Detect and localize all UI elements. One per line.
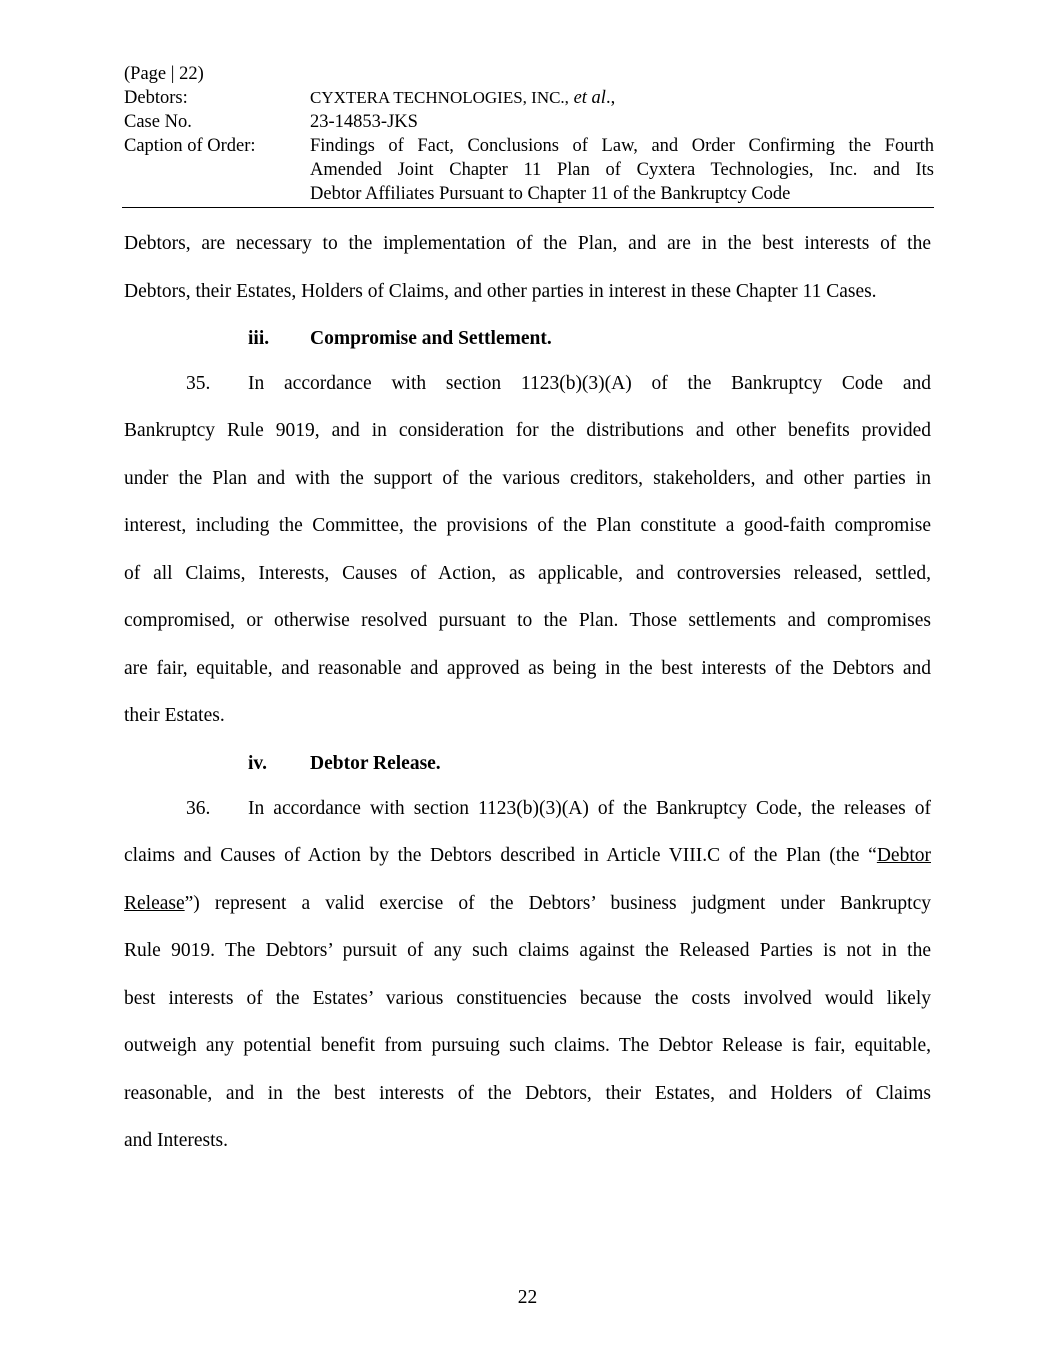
body-line: Debtors, their Estates, Holders of Claims, and other parties in interest in these Chapter 11 Cases. xyxy=(124,281,877,302)
case-label: Case No. xyxy=(124,112,192,132)
page-label-row xyxy=(124,62,934,86)
paragraph-36-first-line: 36. In accordance with section 1123(b)(3)(A) of the Bankruptcy Code, the releases of xyxy=(124,796,931,822)
paragraph-35-first-line: 35. In accordance with section 1123(b)(3)(A) of the Bankruptcy Code and xyxy=(124,371,931,397)
page-number: 22 xyxy=(517,1287,538,1308)
body-line: Rule 9019. The Debtors’ pursuit of any such claims against the Released Parties is not in the xyxy=(124,940,931,961)
caption-value xyxy=(310,134,934,206)
caption-line: Findings of Fact, Conclusions of Law, and Order Confirming the Fourth xyxy=(310,136,934,156)
case-value: 23-14853-JKS xyxy=(310,112,418,132)
paragraph-number: 36. xyxy=(186,798,211,819)
header-divider xyxy=(122,207,934,208)
defined-term: Release xyxy=(124,893,185,914)
caption-header xyxy=(124,62,934,206)
caption-label: Caption of Order: xyxy=(124,136,256,156)
body-line: are fair, equitable, and reasonable and approved as being in the best interests of the Debtors and xyxy=(124,658,931,679)
caption-line: Debtor Affiliates Pursuant to Chapter 11 of the Bankruptcy Code xyxy=(310,184,791,204)
section-heading-iii: iii. Compromise and Settlement. xyxy=(248,328,552,349)
body-line: Bankruptcy Rule 9019, and in consideration for the distributions and other benefits provided xyxy=(124,420,931,441)
page-label: (Page | 22) xyxy=(124,64,204,84)
debtors-row xyxy=(124,86,934,110)
caption-row xyxy=(124,134,934,206)
body-line: Release”) represent a valid exercise of the Debtors’ business judgment under Bankruptcy xyxy=(124,893,931,914)
defined-term: Debtor xyxy=(876,845,931,866)
debtors-label: Debtors: xyxy=(124,88,188,108)
body-line: under the Plan and with the support of the various creditors, stakeholders, and other parties in xyxy=(124,468,931,489)
caption-line: Amended Joint Chapter 11 Plan of Cyxtera Technologies, Inc. and Its xyxy=(310,160,934,180)
body-line: reasonable, and in the best interests of the Debtors, their Estates, and Holders of Claims xyxy=(124,1083,931,1104)
debtors-value: CYXTERA TECHNOLOGIES, INC., et al., xyxy=(310,88,616,108)
body-line: best interests of the Estates’ various constituencies because the costs involved would likely xyxy=(124,988,931,1009)
body-line: compromised, or otherwise resolved pursuant to the Plan. Those settlements and compromises xyxy=(124,610,931,631)
body-line: of all Claims, Interests, Causes of Action, as applicable, and controversies released, settled, xyxy=(124,563,931,584)
et-al: et al xyxy=(573,88,606,108)
body-line: and Interests. xyxy=(124,1130,228,1151)
paragraph-number: 35. xyxy=(186,373,211,394)
body-line: outweigh any potential benefit from pursuing such claims. The Debtor Release is fair, equitable, xyxy=(124,1035,931,1056)
section-heading-iv: iv. Debtor Release. xyxy=(248,753,441,774)
body-line: their Estates. xyxy=(124,705,225,726)
body-line: interest, including the Committee, the provisions of the Plan constitute a good-faith compromise xyxy=(124,515,931,536)
body-line: Debtors, are necessary to the implementation of the Plan, and are in the best interests of the xyxy=(124,233,931,254)
case-row xyxy=(124,110,934,134)
body-line: claims and Causes of Action by the Debtors described in Article VIII.C of the Plan (the “Debtor xyxy=(124,845,931,866)
